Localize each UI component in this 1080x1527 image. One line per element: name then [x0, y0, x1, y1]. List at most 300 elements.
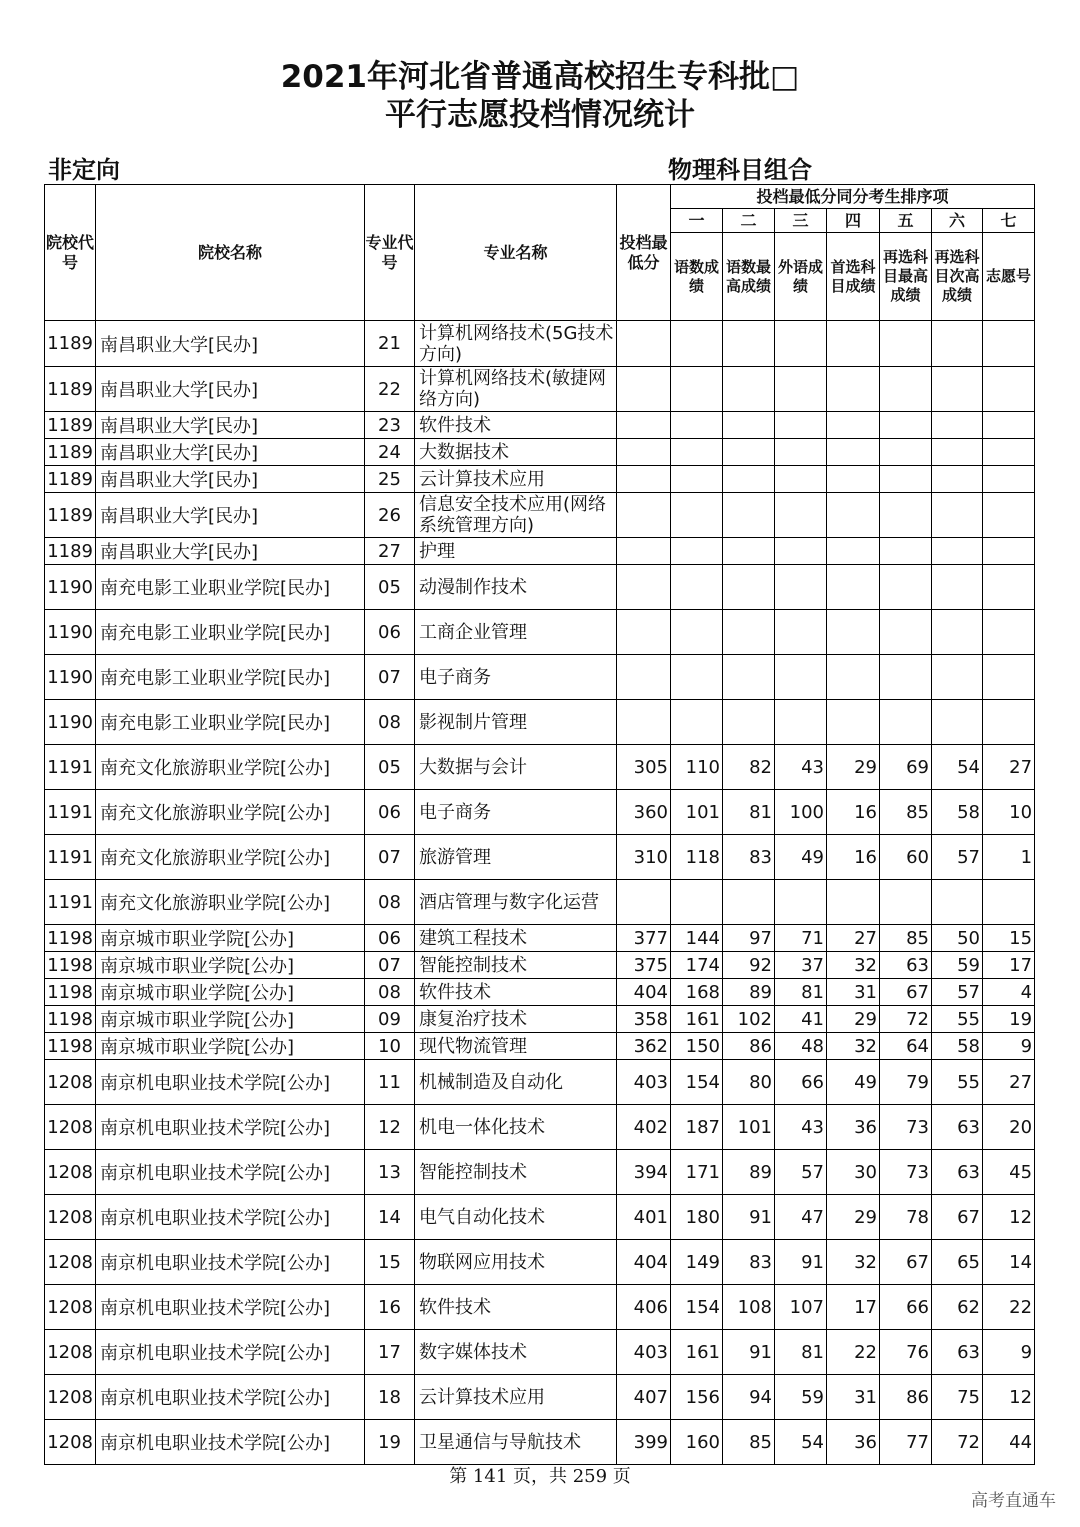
- second-subject-second-cell: [932, 367, 983, 412]
- min-score-cell: [617, 493, 671, 538]
- major-code-cell: 07: [365, 952, 415, 979]
- page-footer: 第 141 页，共 259 页: [449, 1466, 631, 1487]
- second-subject-second-cell: 57: [932, 835, 983, 880]
- second-subject-second-cell: 65: [932, 1240, 983, 1285]
- school-name-cell: 南京机电职业技术学院[公办]: [96, 1105, 365, 1150]
- wish-number-cell: 9: [983, 1033, 1035, 1060]
- table-row: [45, 493, 1035, 538]
- first-subject-cell: 32: [827, 952, 880, 979]
- wish-number-cell: 4: [983, 979, 1035, 1006]
- chinese-math-score-cell: [671, 700, 723, 745]
- chinese-math-score-cell: 149: [671, 1240, 723, 1285]
- major-name-cell: 护理: [415, 538, 617, 565]
- first-subject-cell: [827, 367, 880, 412]
- min-score-cell: 402: [617, 1105, 671, 1150]
- school-name-cell: 南京城市职业学院[公办]: [96, 952, 365, 979]
- min-score-cell: [617, 321, 671, 367]
- chinese-math-score-cell: 150: [671, 1033, 723, 1060]
- school-code-cell: 1189: [45, 538, 96, 565]
- school-name-cell: 南京城市职业学院[公办]: [96, 1006, 365, 1033]
- first-subject-cell: 31: [827, 1375, 880, 1420]
- wish-number-cell: 12: [983, 1375, 1035, 1420]
- major-code-cell: 27: [365, 538, 415, 565]
- table-row: [45, 1420, 1035, 1465]
- major-code-cell: 24: [365, 439, 415, 466]
- min-score-cell: 362: [617, 1033, 671, 1060]
- second-subject-max-cell: [880, 493, 932, 538]
- min-score-cell: [617, 610, 671, 655]
- wish-number-cell: 10: [983, 790, 1035, 835]
- school-name-cell: 南京机电职业技术学院[公办]: [96, 1240, 365, 1285]
- second-subject-max-cell: 66: [880, 1285, 932, 1330]
- second-subject-max-cell: 78: [880, 1195, 932, 1240]
- major-name-cell: 数字媒体技术: [415, 1330, 617, 1375]
- major-code-cell: 22: [365, 367, 415, 412]
- second-subject-max-cell: 72: [880, 1006, 932, 1033]
- chinese-math-score-cell: 156: [671, 1375, 723, 1420]
- major-code-cell: 16: [365, 1285, 415, 1330]
- second-subject-second-cell: 62: [932, 1285, 983, 1330]
- wish-number-cell: 9: [983, 1330, 1035, 1375]
- major-code-cell: 10: [365, 1033, 415, 1060]
- table-row: [45, 412, 1035, 439]
- header-sort-item-2: 语数最高成绩: [723, 233, 775, 321]
- major-name-cell: 酒店管理与数字化运营: [415, 880, 617, 925]
- chinese-math-max-cell: [723, 700, 775, 745]
- min-score-cell: 375: [617, 952, 671, 979]
- second-subject-second-cell: 58: [932, 1033, 983, 1060]
- school-code-cell: 1191: [45, 835, 96, 880]
- second-subject-second-cell: 75: [932, 1375, 983, 1420]
- first-subject-cell: [827, 321, 880, 367]
- foreign-language-cell: 41: [775, 1006, 827, 1033]
- foreign-language-cell: 49: [775, 835, 827, 880]
- major-name-cell: 软件技术: [415, 1285, 617, 1330]
- major-name-cell: 机电一体化技术: [415, 1105, 617, 1150]
- header-sort-item-6: 再选科目次高成绩: [932, 233, 983, 321]
- table-row: [45, 925, 1035, 952]
- first-subject-cell: 30: [827, 1150, 880, 1195]
- first-subject-cell: 29: [827, 1006, 880, 1033]
- header-min-score: 投档最低分: [617, 185, 671, 321]
- min-score-cell: [617, 538, 671, 565]
- second-subject-max-cell: 86: [880, 1375, 932, 1420]
- major-name-cell: 智能控制技术: [415, 952, 617, 979]
- chinese-math-max-cell: [723, 880, 775, 925]
- chinese-math-max-cell: 89: [723, 1150, 775, 1195]
- major-code-cell: 08: [365, 700, 415, 745]
- chinese-math-max-cell: [723, 439, 775, 466]
- table-row: [45, 538, 1035, 565]
- chinese-math-max-cell: 83: [723, 1240, 775, 1285]
- chinese-math-score-cell: 110: [671, 745, 723, 790]
- table-row: [45, 1195, 1035, 1240]
- major-code-cell: 21: [365, 321, 415, 367]
- school-name-cell: 南充文化旅游职业学院[公办]: [96, 835, 365, 880]
- second-subject-second-cell: [932, 610, 983, 655]
- school-name-cell: 南充文化旅游职业学院[公办]: [96, 880, 365, 925]
- second-subject-second-cell: 72: [932, 1420, 983, 1465]
- school-code-cell: 1208: [45, 1375, 96, 1420]
- second-subject-second-cell: [932, 493, 983, 538]
- header-order-6: 六: [932, 209, 983, 233]
- second-subject-second-cell: [932, 439, 983, 466]
- major-name-cell: 物联网应用技术: [415, 1240, 617, 1285]
- foreign-language-cell: 48: [775, 1033, 827, 1060]
- major-name-cell: 动漫制作技术: [415, 565, 617, 610]
- major-code-cell: 08: [365, 880, 415, 925]
- major-code-cell: 05: [365, 745, 415, 790]
- foreign-language-cell: 59: [775, 1375, 827, 1420]
- wish-number-cell: 45: [983, 1150, 1035, 1195]
- school-code-cell: 1189: [45, 439, 96, 466]
- first-subject-cell: [827, 493, 880, 538]
- header-tie-break-group: 投档最低分同分考生排序项: [671, 185, 1035, 209]
- table-row: [45, 610, 1035, 655]
- major-name-cell: 智能控制技术: [415, 1150, 617, 1195]
- major-code-cell: 08: [365, 979, 415, 1006]
- chinese-math-max-cell: 89: [723, 979, 775, 1006]
- school-name-cell: 南昌职业大学[民办]: [96, 493, 365, 538]
- school-name-cell: 南京城市职业学院[公办]: [96, 1033, 365, 1060]
- school-code-cell: 1198: [45, 1033, 96, 1060]
- wish-number-cell: [983, 439, 1035, 466]
- first-subject-cell: [827, 412, 880, 439]
- chinese-math-max-cell: 83: [723, 835, 775, 880]
- chinese-math-score-cell: [671, 538, 723, 565]
- second-subject-second-cell: [932, 321, 983, 367]
- table-row: [45, 565, 1035, 610]
- first-subject-cell: 29: [827, 1195, 880, 1240]
- foreign-language-cell: 91: [775, 1240, 827, 1285]
- foreign-language-cell: 100: [775, 790, 827, 835]
- table-row: [45, 979, 1035, 1006]
- min-score-cell: 403: [617, 1060, 671, 1105]
- school-code-cell: 1208: [45, 1150, 96, 1195]
- foreign-language-cell: 107: [775, 1285, 827, 1330]
- wish-number-cell: [983, 655, 1035, 700]
- table-row: [45, 1150, 1035, 1195]
- foreign-language-cell: 81: [775, 1330, 827, 1375]
- second-subject-max-cell: 77: [880, 1420, 932, 1465]
- table-row: [45, 1375, 1035, 1420]
- chinese-math-max-cell: [723, 466, 775, 493]
- major-code-cell: 26: [365, 493, 415, 538]
- min-score-cell: 404: [617, 979, 671, 1006]
- second-subject-max-cell: 69: [880, 745, 932, 790]
- second-subject-max-cell: [880, 466, 932, 493]
- school-name-cell: 南京机电职业技术学院[公办]: [96, 1150, 365, 1195]
- table-row: [45, 952, 1035, 979]
- min-score-cell: 407: [617, 1375, 671, 1420]
- second-subject-second-cell: 63: [932, 1105, 983, 1150]
- header-order-5: 五: [880, 209, 932, 233]
- chinese-math-score-cell: 180: [671, 1195, 723, 1240]
- school-name-cell: 南充电影工业职业学院[民办]: [96, 655, 365, 700]
- wish-number-cell: 14: [983, 1240, 1035, 1285]
- school-code-cell: 1191: [45, 745, 96, 790]
- table-row: [45, 745, 1035, 790]
- school-code-cell: 1191: [45, 880, 96, 925]
- chinese-math-max-cell: 82: [723, 745, 775, 790]
- category-label: 非定向: [48, 156, 120, 184]
- second-subject-max-cell: 63: [880, 952, 932, 979]
- second-subject-max-cell: [880, 610, 932, 655]
- wish-number-cell: 15: [983, 925, 1035, 952]
- second-subject-max-cell: 76: [880, 1330, 932, 1375]
- foreign-language-cell: 43: [775, 745, 827, 790]
- chinese-math-max-cell: [723, 367, 775, 412]
- major-name-cell: 电子商务: [415, 790, 617, 835]
- school-name-cell: 南昌职业大学[民办]: [96, 367, 365, 412]
- school-name-cell: 南昌职业大学[民办]: [96, 412, 365, 439]
- major-name-cell: 软件技术: [415, 412, 617, 439]
- second-subject-second-cell: 54: [932, 745, 983, 790]
- table-row: [45, 1060, 1035, 1105]
- header-order-3: 三: [775, 209, 827, 233]
- second-subject-max-cell: [880, 321, 932, 367]
- foreign-language-cell: 37: [775, 952, 827, 979]
- table-row: [45, 1285, 1035, 1330]
- wish-number-cell: 20: [983, 1105, 1035, 1150]
- second-subject-second-cell: [932, 565, 983, 610]
- foreign-language-cell: [775, 493, 827, 538]
- chinese-math-score-cell: 174: [671, 952, 723, 979]
- chinese-math-score-cell: 154: [671, 1060, 723, 1105]
- major-name-cell: 信息安全技术应用(网络系统管理方向): [415, 493, 617, 538]
- chinese-math-max-cell: 91: [723, 1195, 775, 1240]
- min-score-cell: 406: [617, 1285, 671, 1330]
- second-subject-second-cell: 63: [932, 1330, 983, 1375]
- school-code-cell: 1208: [45, 1240, 96, 1285]
- second-subject-second-cell: 59: [932, 952, 983, 979]
- foreign-language-cell: [775, 655, 827, 700]
- school-code-cell: 1208: [45, 1195, 96, 1240]
- school-name-cell: 南京机电职业技术学院[公办]: [96, 1420, 365, 1465]
- header-sort-item-5: 再选科目最高成绩: [880, 233, 932, 321]
- school-name-cell: 南京城市职业学院[公办]: [96, 925, 365, 952]
- school-name-cell: 南充文化旅游职业学院[公办]: [96, 745, 365, 790]
- table-row: [45, 321, 1035, 367]
- chinese-math-max-cell: 97: [723, 925, 775, 952]
- second-subject-max-cell: [880, 565, 932, 610]
- major-code-cell: 05: [365, 565, 415, 610]
- wish-number-cell: [983, 538, 1035, 565]
- school-code-cell: 1198: [45, 925, 96, 952]
- min-score-cell: 377: [617, 925, 671, 952]
- header-school-code: 院校代号: [45, 185, 96, 321]
- min-score-cell: 394: [617, 1150, 671, 1195]
- major-name-cell: 大数据技术: [415, 439, 617, 466]
- major-name-cell: 旅游管理: [415, 835, 617, 880]
- header-sort-item-4: 首选科目成绩: [827, 233, 880, 321]
- first-subject-cell: 36: [827, 1105, 880, 1150]
- chinese-math-score-cell: [671, 439, 723, 466]
- foreign-language-cell: [775, 880, 827, 925]
- first-subject-cell: 36: [827, 1420, 880, 1465]
- second-subject-second-cell: [932, 655, 983, 700]
- major-code-cell: 06: [365, 610, 415, 655]
- second-subject-second-cell: 57: [932, 979, 983, 1006]
- first-subject-cell: 32: [827, 1240, 880, 1285]
- school-code-cell: 1208: [45, 1330, 96, 1375]
- second-subject-max-cell: 64: [880, 1033, 932, 1060]
- school-code-cell: 1190: [45, 700, 96, 745]
- wish-number-cell: [983, 880, 1035, 925]
- major-name-cell: 卫星通信与导航技术: [415, 1420, 617, 1465]
- major-code-cell: 09: [365, 1006, 415, 1033]
- school-name-cell: 南京机电职业技术学院[公办]: [96, 1375, 365, 1420]
- foreign-language-cell: 47: [775, 1195, 827, 1240]
- school-code-cell: 1189: [45, 493, 96, 538]
- second-subject-second-cell: 55: [932, 1060, 983, 1105]
- header-major-code: 专业代号: [365, 185, 415, 321]
- major-code-cell: 06: [365, 925, 415, 952]
- second-subject-max-cell: [880, 655, 932, 700]
- chinese-math-score-cell: [671, 493, 723, 538]
- chinese-math-max-cell: 108: [723, 1285, 775, 1330]
- second-subject-second-cell: 50: [932, 925, 983, 952]
- school-name-cell: 南充文化旅游职业学院[公办]: [96, 790, 365, 835]
- first-subject-cell: 32: [827, 1033, 880, 1060]
- first-subject-cell: 27: [827, 925, 880, 952]
- second-subject-max-cell: 85: [880, 925, 932, 952]
- second-subject-max-cell: [880, 367, 932, 412]
- header-sort-item-1: 语数成绩: [671, 233, 723, 321]
- major-code-cell: 17: [365, 1330, 415, 1375]
- first-subject-cell: [827, 700, 880, 745]
- min-score-cell: 403: [617, 1330, 671, 1375]
- second-subject-max-cell: 67: [880, 1240, 932, 1285]
- table-row: [45, 367, 1035, 412]
- major-name-cell: 云计算技术应用: [415, 466, 617, 493]
- min-score-cell: [617, 700, 671, 745]
- chinese-math-score-cell: 101: [671, 790, 723, 835]
- school-name-cell: 南京机电职业技术学院[公办]: [96, 1195, 365, 1240]
- wish-number-cell: [983, 367, 1035, 412]
- chinese-math-score-cell: [671, 367, 723, 412]
- wish-number-cell: 19: [983, 1006, 1035, 1033]
- wish-number-cell: [983, 466, 1035, 493]
- min-score-cell: 401: [617, 1195, 671, 1240]
- header-order-4: 四: [827, 209, 880, 233]
- chinese-math-score-cell: [671, 412, 723, 439]
- wish-number-cell: [983, 565, 1035, 610]
- second-subject-max-cell: [880, 439, 932, 466]
- wish-number-cell: 27: [983, 1060, 1035, 1105]
- admission-table: [44, 184, 1035, 1465]
- second-subject-max-cell: 73: [880, 1150, 932, 1195]
- foreign-language-cell: [775, 367, 827, 412]
- chinese-math-max-cell: [723, 610, 775, 655]
- chinese-math-score-cell: 160: [671, 1420, 723, 1465]
- table-row: [45, 1330, 1035, 1375]
- table-row: [45, 790, 1035, 835]
- wish-number-cell: 44: [983, 1420, 1035, 1465]
- min-score-cell: [617, 466, 671, 493]
- wish-number-cell: [983, 321, 1035, 367]
- wish-number-cell: 27: [983, 745, 1035, 790]
- school-code-cell: 1190: [45, 610, 96, 655]
- header-sort-item-3: 外语成绩: [775, 233, 827, 321]
- min-score-cell: 360: [617, 790, 671, 835]
- school-code-cell: 1208: [45, 1060, 96, 1105]
- major-name-cell: 云计算技术应用: [415, 1375, 617, 1420]
- table-row: [45, 700, 1035, 745]
- chinese-math-score-cell: [671, 880, 723, 925]
- min-score-cell: [617, 412, 671, 439]
- chinese-math-score-cell: [671, 466, 723, 493]
- chinese-math-max-cell: [723, 538, 775, 565]
- chinese-math-score-cell: 118: [671, 835, 723, 880]
- wish-number-cell: 17: [983, 952, 1035, 979]
- major-code-cell: 15: [365, 1240, 415, 1285]
- school-code-cell: 1189: [45, 321, 96, 367]
- second-subject-second-cell: [932, 538, 983, 565]
- table-row: [45, 466, 1035, 493]
- major-name-cell: 建筑工程技术: [415, 925, 617, 952]
- first-subject-cell: 31: [827, 979, 880, 1006]
- chinese-math-score-cell: 171: [671, 1150, 723, 1195]
- min-score-cell: 310: [617, 835, 671, 880]
- wish-number-cell: 22: [983, 1285, 1035, 1330]
- second-subject-max-cell: 60: [880, 835, 932, 880]
- foreign-language-cell: [775, 439, 827, 466]
- foreign-language-cell: [775, 466, 827, 493]
- major-code-cell: 06: [365, 790, 415, 835]
- second-subject-max-cell: 85: [880, 790, 932, 835]
- school-code-cell: 1190: [45, 655, 96, 700]
- header-major-name: 专业名称: [415, 185, 617, 321]
- major-code-cell: 14: [365, 1195, 415, 1240]
- table-row: [45, 655, 1035, 700]
- chinese-math-max-cell: 86: [723, 1033, 775, 1060]
- page-title-line-2: 平行志愿投档情况统计: [385, 97, 695, 133]
- foreign-language-cell: [775, 700, 827, 745]
- header-sort-item-7: 志愿号: [983, 233, 1035, 321]
- chinese-math-max-cell: 92: [723, 952, 775, 979]
- school-name-cell: 南京城市职业学院[公办]: [96, 979, 365, 1006]
- min-score-cell: [617, 880, 671, 925]
- school-code-cell: 1189: [45, 466, 96, 493]
- foreign-language-cell: 43: [775, 1105, 827, 1150]
- major-code-cell: 11: [365, 1060, 415, 1105]
- first-subject-cell: [827, 439, 880, 466]
- header-order-7: 七: [983, 209, 1035, 233]
- table-row: [45, 880, 1035, 925]
- major-code-cell: 13: [365, 1150, 415, 1195]
- chinese-math-max-cell: [723, 655, 775, 700]
- wish-number-cell: [983, 412, 1035, 439]
- school-code-cell: 1189: [45, 412, 96, 439]
- school-name-cell: 南充电影工业职业学院[民办]: [96, 700, 365, 745]
- table-row: [45, 835, 1035, 880]
- table-row: [45, 1105, 1035, 1150]
- school-name-cell: 南充电影工业职业学院[民办]: [96, 610, 365, 655]
- school-code-cell: 1208: [45, 1285, 96, 1330]
- school-name-cell: 南昌职业大学[民办]: [96, 321, 365, 367]
- wish-number-cell: [983, 610, 1035, 655]
- min-score-cell: [617, 655, 671, 700]
- chinese-math-max-cell: 80: [723, 1060, 775, 1105]
- school-code-cell: 1208: [45, 1420, 96, 1465]
- table-row: [45, 439, 1035, 466]
- chinese-math-max-cell: [723, 412, 775, 439]
- second-subject-second-cell: [932, 466, 983, 493]
- min-score-cell: [617, 565, 671, 610]
- second-subject-second-cell: [932, 412, 983, 439]
- second-subject-second-cell: 58: [932, 790, 983, 835]
